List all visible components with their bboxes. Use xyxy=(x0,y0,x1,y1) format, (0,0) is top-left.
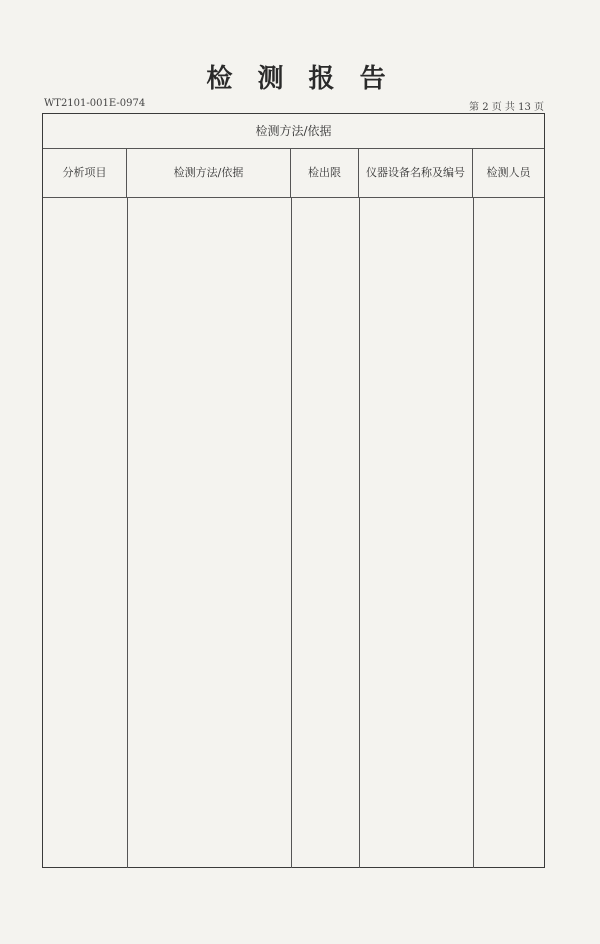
col-header-limit: 检出限 xyxy=(291,149,359,197)
column-divider xyxy=(127,198,128,868)
report-number: WT2101-001E-0974 xyxy=(44,98,146,109)
table-caption: 检测方法/依据 xyxy=(43,114,544,149)
col-header-instrument: 仪器设备名称及编号 xyxy=(359,149,473,197)
page-number: 第 2 页 共 13 页 xyxy=(469,102,544,113)
column-divider xyxy=(291,198,292,868)
column-divider xyxy=(359,198,360,868)
method-table xyxy=(42,113,545,868)
col-header-item: 分析项目 xyxy=(43,149,127,197)
column-divider xyxy=(473,198,474,868)
table-header-row xyxy=(43,149,544,198)
col-header-inspector: 检测人员 xyxy=(486,166,531,180)
report-title: 检 测 报 告 xyxy=(206,64,394,94)
table-body xyxy=(43,198,544,868)
col-header-method: 检测方法/依据 xyxy=(127,149,291,197)
